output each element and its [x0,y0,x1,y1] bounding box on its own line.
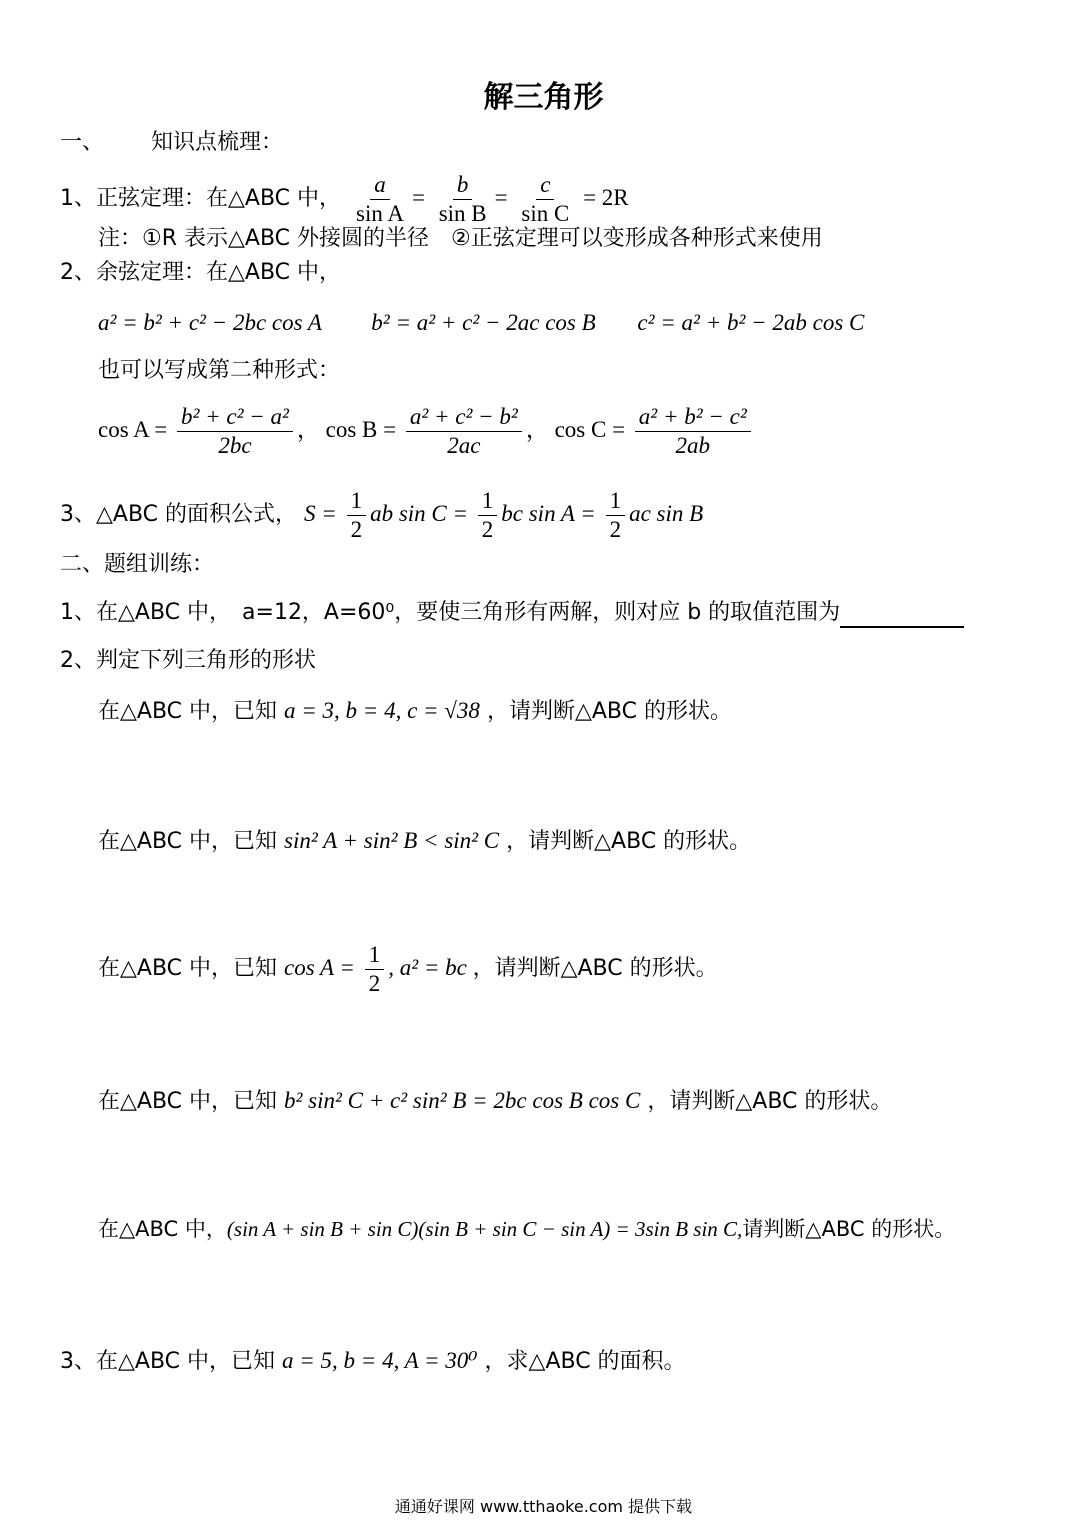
fraction-one-half: $\frac{1}{2}$ [365,941,385,998]
question-2b-math: sin² A + sin² B < sin² C [284,828,500,853]
fraction-half-2: $\frac{1}{2}$ [478,487,498,544]
question-2d-math: b² sin² C + c² sin² B = 2bc cos B cos C [284,1088,641,1113]
question-2-lead: 2、判定下列三角形的形状 [60,648,316,673]
area-formula-lead: 3、△ABC 的面积公式， [60,502,298,527]
question-2a: 在△ABC 中，已知 a = 3, b = 4, c = √38 ，请判断△ABC 的形状。 [98,698,732,724]
question-2e-math: (sin A + sin B + sin C)(sin B + sin C − sin A) = 3sin B sin C, [226,1217,743,1241]
question-2b: 在△ABC 中，已知 sin² A + sin² B < sin² C ，请判断△ABC 的形状。 [98,828,752,854]
answer-blank[interactable] [840,604,964,628]
fraction-cosA: $\frac{\text{b² + c² − a²}}{2bc}$ [177,403,293,460]
sine-law-note: 注：①R 表示△ABC 外接圆的半径 ②正弦定理可以变形成各种形式来使用 [98,226,823,251]
fraction-half-3: $\frac{1}{2}$ [606,487,626,544]
question-2c: 在△ABC 中，已知 cos A = $\frac{1}{2}$ , a² = bc ，请判断△ABC 的形状。 [98,942,718,997]
page-footer: 通通好课网 www.tthaoke.com 提供下载 [394,1497,693,1516]
sine-law-line: 1、正弦定理：在△ABC 中， $\frac{a}{\text{sin A}}$ = $\frac{b}{\text{sin B}}$ = $\frac{c}{\text{sin C}}$ = 2R [60,172,629,227]
fraction-a-sinA: $\frac{a}{\text{sin A}}$ [356,172,404,227]
cosine-alt-formulas: cos A = $\frac{\text{b² + c² − a²}}{2bc}$ ， cos B = $\frac{\text{a² + c² − b²}}{2ac}$ ， cos C = $\frac{\text{a² + b² − c²}}{2ab}$ [98,400,755,460]
cosine-law-lead: 2、余弦定理：在△ABC 中， [60,260,342,285]
fraction-b-sinB: $\frac{b}{\text{sin B}}$ [438,172,487,227]
section-heading-1 [60,128,283,158]
question-1 [60,598,964,628]
question-1-text: 1、在△ABC 中， a=12，A=60⁰，要使三角形有两解，则对应 b 的取值范围为 [60,600,841,625]
question-3-math: a = 5, b = 4, A = 30⁰ [282,1348,478,1373]
area-formula-line: 3、△ABC 的面积公式， S = $\frac{1}{2}$ ab sin C = $\frac{1}{2}$ bc sin A = $\frac{1}{2}$ ac sin B [60,488,704,543]
question-3: 3、在△ABC 中，已知 a = 5, b = 4, A = 30⁰ ，求△ABC 的面积。 [60,1348,686,1374]
fraction-cosB: $\frac{\text{a² + c² − b²}}{2ac}$ [406,403,522,460]
cosine-formula-b: b² = a² + c² − 2ac cos B [371,310,596,335]
cosine-formula-c: c² = a² + b² − 2ab cos C [637,310,865,335]
question-2a-math: a = 3, b = 4, c = √38 [284,698,480,723]
question-2d: 在△ABC 中，已知 b² sin² C + c² sin² B = 2bc cos B cos C ，请判断△ABC 的形状。 [98,1088,893,1114]
page-title: 解三角形 [483,80,604,115]
alt-form-label: 也可以写成第二种形式： [98,358,341,383]
cosine-law-formulas [98,308,864,338]
fraction-half-1: $\frac{1}{2}$ [347,487,367,544]
cosine-formula-a: a² = b² + c² − 2bc cos A [98,310,322,335]
section-label: 知识点梳理： [151,130,284,155]
section-heading-2: 二、题组训练： [60,552,215,577]
sine-law-tail: = 2R [583,185,629,210]
fraction-c-sinC: $\frac{c}{\text{sin C}}$ [521,172,570,227]
question-2e: 在△ABC 中，(sin A + sin B + sin C)(sin B + sin C − sin A) = 3sin B sin C,请判断△ABC 的形状。 [98,1217,956,1241]
fraction-cosC: $\frac{\text{a² + b² − c²}}{2ab}$ [635,403,751,460]
sine-law-lead: 1、正弦定理：在△ABC 中， [60,186,342,211]
section-number: 一、 [60,130,105,155]
